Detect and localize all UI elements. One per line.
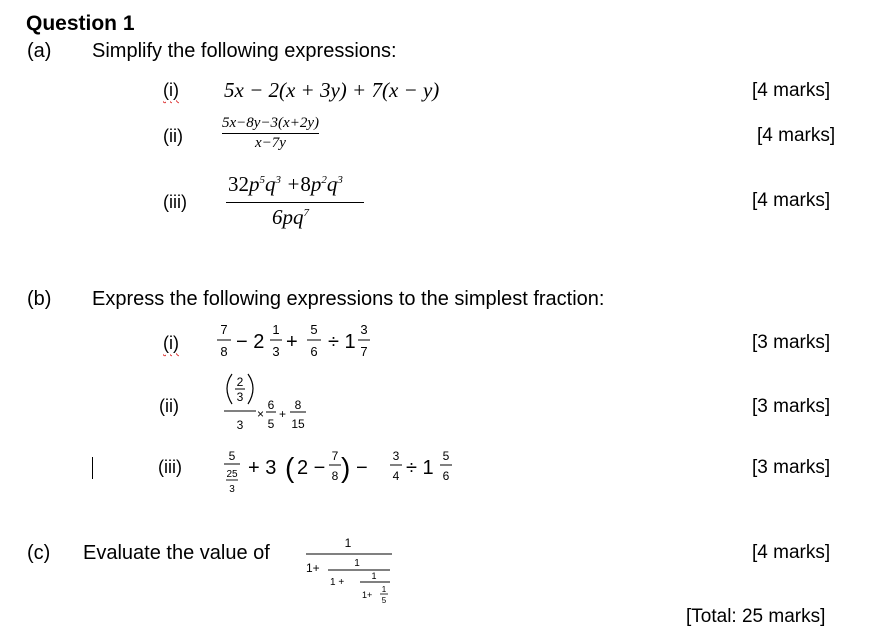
a-ii-fraction xyxy=(222,116,319,151)
svg-text:5: 5 xyxy=(228,449,236,463)
svg-text:6: 6 xyxy=(442,469,450,483)
b-ii-marks: [3 marks] xyxy=(752,396,831,417)
svg-text:(: ( xyxy=(285,452,295,483)
svg-text:−: − xyxy=(356,457,368,479)
a-ii-fraction-bar xyxy=(222,133,319,134)
svg-text:1+: 1+ xyxy=(362,590,373,600)
part-b-label: (b) xyxy=(27,288,52,310)
a-iii-fraction xyxy=(226,172,366,232)
svg-text:÷ 1: ÷ 1 xyxy=(328,331,356,353)
a-iii-fraction-bar xyxy=(226,202,364,203)
b-ii-label: (ii) xyxy=(159,396,179,416)
a-ii-numerator: 5x−8y−3(x+2y) xyxy=(222,115,319,131)
svg-text:÷ 1: ÷ 1 xyxy=(406,457,434,479)
b-ii-expression xyxy=(218,368,328,440)
svg-text:5: 5 xyxy=(267,417,275,431)
svg-text:6: 6 xyxy=(310,344,318,359)
svg-text:15: 15 xyxy=(291,417,305,431)
svg-text:8: 8 xyxy=(220,344,228,359)
svg-text:1: 1 xyxy=(381,585,387,594)
a-iii-label: (iii) xyxy=(163,192,187,212)
svg-text:− 2: − 2 xyxy=(236,331,265,353)
svg-text:3: 3 xyxy=(360,322,368,337)
a-i-expression: 5x − 2(x + 3y) + 7(x − y) xyxy=(224,78,440,102)
svg-text:3: 3 xyxy=(272,344,280,359)
svg-text:1: 1 xyxy=(344,536,352,550)
svg-text:25: 25 xyxy=(226,469,238,480)
svg-text:8: 8 xyxy=(294,398,302,412)
a-iii-coef-2: 8 xyxy=(300,172,311,196)
a-iii-denominator: $6pq^7$ xyxy=(272,205,309,229)
svg-text:+: + xyxy=(286,331,298,353)
svg-text:1: 1 xyxy=(371,571,377,581)
c-marks: [4 marks] xyxy=(752,542,831,563)
a-ii-marks: [4 marks] xyxy=(757,125,836,146)
svg-text:5: 5 xyxy=(442,449,450,463)
b-iii-expression xyxy=(222,446,462,498)
svg-text:7: 7 xyxy=(331,449,339,463)
svg-text:+: + xyxy=(279,407,287,421)
c-continued-fraction xyxy=(300,530,400,610)
svg-text:×: × xyxy=(257,407,265,421)
svg-text:1: 1 xyxy=(272,322,280,337)
question-title: Question 1 xyxy=(26,12,135,35)
a-iii-den-text: 6pq xyxy=(272,205,304,229)
part-a-label: (a) xyxy=(27,40,52,62)
svg-text:3: 3 xyxy=(236,418,244,432)
a-ii-label: (ii) xyxy=(163,126,183,146)
text-cursor xyxy=(92,457,93,479)
a-i-marks: [4 marks] xyxy=(752,80,831,101)
svg-text:1+: 1+ xyxy=(306,561,320,575)
b-iii-label: (iii) xyxy=(158,457,182,477)
a-ii-denominator: x−7y xyxy=(255,135,286,151)
svg-text:5: 5 xyxy=(310,322,318,337)
a-iii-coef-1: 32 xyxy=(228,172,249,196)
b-iii-marks: [3 marks] xyxy=(752,457,831,478)
svg-text:1: 1 xyxy=(354,558,360,569)
a-i-label: (i) xyxy=(163,80,179,100)
a-iii-marks: [4 marks] xyxy=(752,190,831,211)
svg-text:2: 2 xyxy=(236,375,244,389)
total-marks: [Total: 25 marks] xyxy=(686,606,826,627)
svg-text:): ) xyxy=(341,452,351,483)
svg-text:+ 3: + 3 xyxy=(248,457,277,479)
part-a-heading: Simplify the following expressions: xyxy=(92,40,397,62)
svg-text:5: 5 xyxy=(381,596,387,605)
b-i-marks: [3 marks] xyxy=(752,332,831,353)
part-b-heading: Express the following expressions to the simplest fraction: xyxy=(92,288,605,310)
part-c-label: (c) xyxy=(27,542,51,564)
svg-text:2 −: 2 − xyxy=(297,457,326,479)
svg-text:3: 3 xyxy=(236,390,244,404)
svg-text:3: 3 xyxy=(229,484,235,495)
svg-text:4: 4 xyxy=(392,469,400,483)
part-c-heading: Evaluate the value of xyxy=(83,542,270,564)
a-iii-numerator: $32p^5q^3 +8p^2q^3$ xyxy=(228,172,343,196)
svg-text:7: 7 xyxy=(360,344,368,359)
svg-text:6: 6 xyxy=(267,398,275,412)
svg-text:8: 8 xyxy=(331,469,339,483)
b-i-expression xyxy=(214,318,394,368)
b-i-label: (i) xyxy=(163,333,179,353)
svg-text:7: 7 xyxy=(220,322,228,337)
svg-text:1 +: 1 + xyxy=(330,577,345,588)
svg-text:3: 3 xyxy=(392,449,400,463)
